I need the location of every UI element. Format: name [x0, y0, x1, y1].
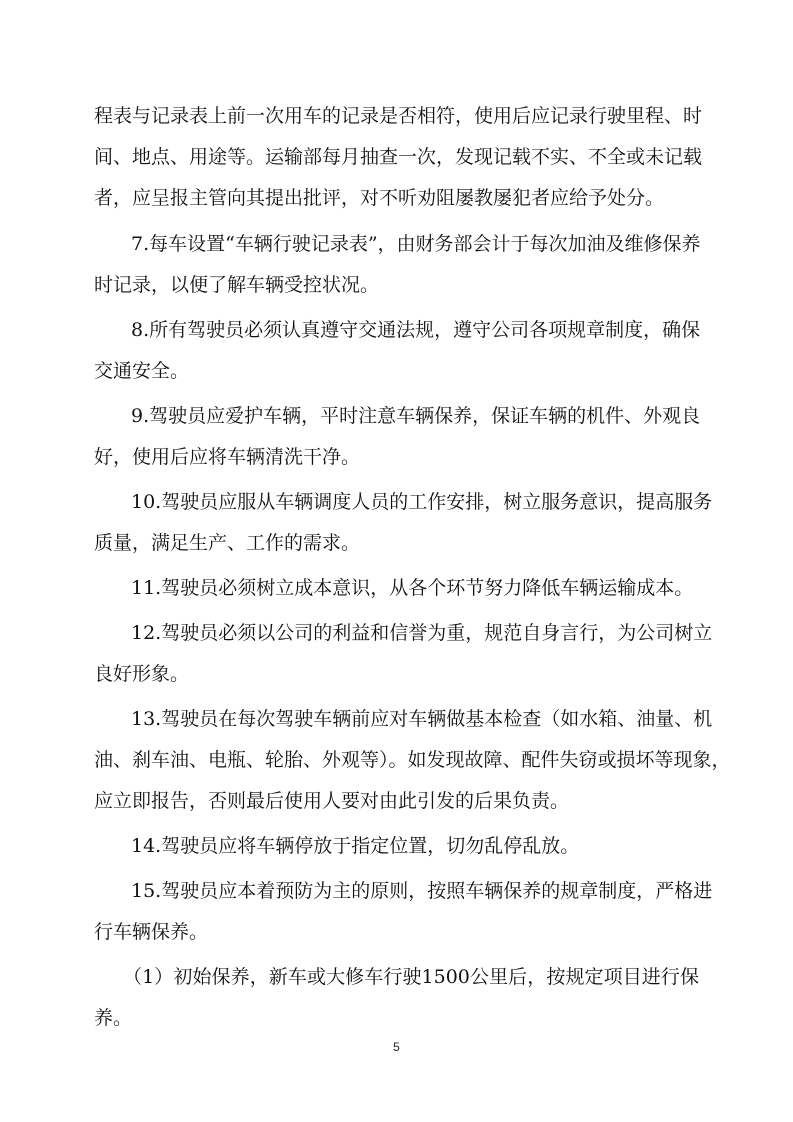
text-line: 9.驾驶员应爱护车辆，平时注意车辆保养，保证车辆的机件、外观良: [131, 405, 701, 427]
text-line: 15.驾驶员应本着预防为主的原则，按照车辆保养的规章制度，严格进: [131, 880, 713, 902]
text-line: 行车辆保养。: [94, 921, 209, 943]
page-number: 5: [393, 1040, 400, 1054]
text-line: 质量，满足生产、工作的需求。: [94, 532, 361, 554]
text-line: 应立即报告，否则最后使用人要对由此引发的后果负责。: [94, 790, 570, 812]
text-line: 7.每车设置“车辆行驶记录表”，由财务部会计于每次加油及维修保养: [131, 233, 701, 255]
text-line: 14.驾驶员应将车辆停放于指定位置，切勿乱停乱放。: [131, 835, 580, 857]
text-line: 13.驾驶员在每次驾驶车辆前应对车辆做基本检查（如水箱、油量、机: [131, 708, 713, 730]
text-line: 间、地点、用途等。运输部每月抽查一次，发现记载不实、不全或未记载: [94, 146, 703, 168]
text-line: 时记录，以便了解车辆受控状况。: [94, 274, 380, 296]
text-line: 好，使用后应将车辆清洗干净。: [94, 446, 361, 468]
text-line: 12.驾驶员必须以公司的利益和信誉为重，规范自身言行，为公司树立: [131, 622, 713, 644]
text-line: 程表与记录表上前一次用车的记录是否相符，使用后应记录行驶里程、时: [94, 105, 703, 127]
text-line: 11.驾驶员必须树立成本意识，从各个环节努力降低车辆运输成本。: [131, 577, 694, 599]
text-line: 养。: [94, 1007, 133, 1029]
text-line: 8.所有驾驶员必须认真遵守交通法规，遵守公司各项规章制度，确保: [131, 319, 701, 341]
text-line: （1）初始保养，新车或大修车行驶1500公里后，按规定项目进行保: [123, 966, 699, 988]
text-line: 者，应呈报主管向其提出批评，对不听劝阻屡教屡犯者应给予处分。: [94, 187, 665, 209]
text-line: 交通安全。: [94, 360, 190, 382]
text-line: 10.驾驶员应服从车辆调度人员的工作安排，树立服务意识，提高服务: [131, 491, 713, 513]
text-line: 油、刹车油、电瓶、轮胎、外观等）。如发现故障、配件失窃或损坏等现象，: [94, 749, 731, 771]
text-line: 良好形象。: [94, 663, 190, 685]
